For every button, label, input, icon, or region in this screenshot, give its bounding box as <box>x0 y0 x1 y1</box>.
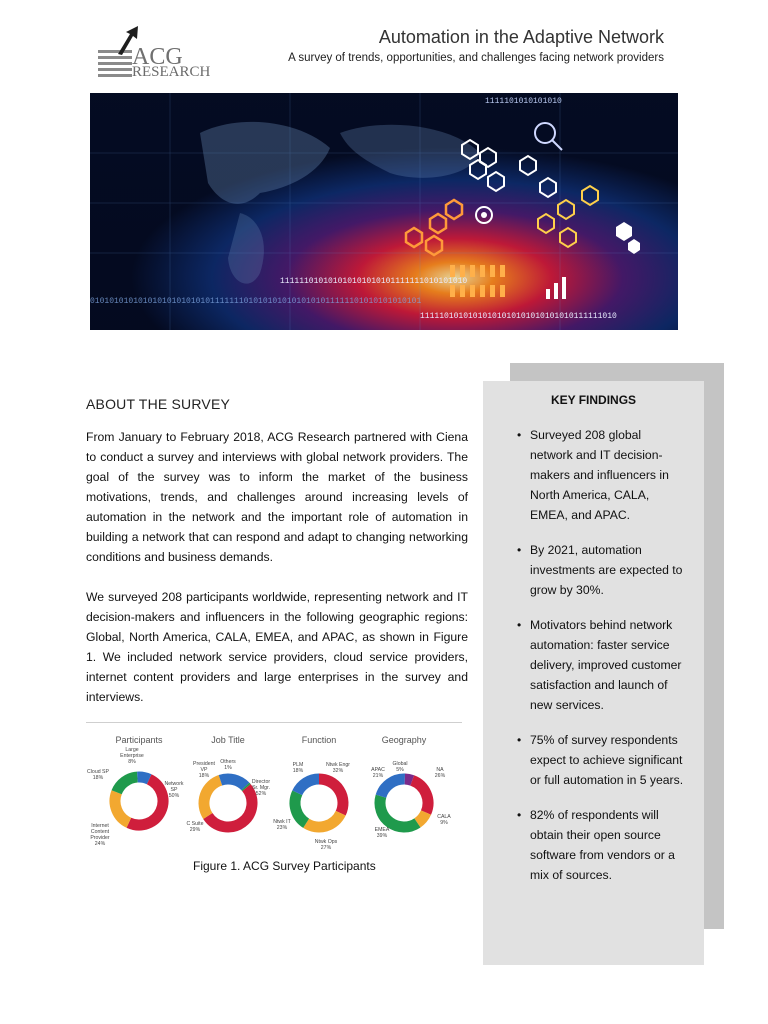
acg-research-logo <box>98 24 218 82</box>
donut-slice <box>204 780 220 816</box>
bullet-icon: • <box>517 733 522 747</box>
hero-binary-row: 010101010101010101010101011111110101010101010101011111101010101010101 <box>90 297 422 306</box>
slice-label: Network SP 50% <box>164 781 184 799</box>
chart-title: Job Title <box>211 735 245 745</box>
about-paragraph-2: We surveyed 208 participants worldwide, representing network and IT decision-makers and influencers in the following geographic regions: Global, North America, CALA, EMEA, and APAC, as shown in Figure 1. We included network service providers, cloud service providers, internet content providers and large enterprises in the survey and interviews. <box>86 590 468 704</box>
logo-word-acg: ACG <box>132 44 183 70</box>
donut-slice <box>295 793 306 823</box>
key-finding-item: • 75% of survey respondents expect to achieve significant or full automation in 5 years. <box>515 730 685 790</box>
logo-word-research: RESEARCH <box>132 64 211 80</box>
donut-slice <box>319 779 343 813</box>
slice-label: Ntwk IT 23% <box>273 819 291 831</box>
figure-survey-participants <box>86 722 462 853</box>
chart-title: Participants <box>115 735 163 745</box>
donut-slice <box>306 813 341 827</box>
slice-label: Global 5% <box>392 761 408 773</box>
chart-title: Function <box>301 735 337 745</box>
hero-network-illustration <box>90 93 678 330</box>
slice-label: EMEA 39% <box>374 827 390 839</box>
slice-label: Ntwk Ops 27% <box>314 839 338 851</box>
donut-slice <box>245 786 246 787</box>
donut-slice <box>137 777 149 779</box>
donut-slice <box>380 796 417 827</box>
donut-slice <box>297 779 319 793</box>
document-title: Automation in the Adaptive Network <box>378 27 664 47</box>
bullet-icon: • <box>517 428 522 442</box>
key-finding-item: • Motivators behind network automation: faster service delivery, improved customer satisfaction and launch of new services. <box>515 615 685 715</box>
slice-label: PLM 18% <box>292 762 304 774</box>
donut-slice <box>405 779 412 780</box>
donut-charts <box>86 723 462 853</box>
key-finding-item: • Surveyed 208 global network and IT decision-makers and influencers in North America, CALA, EMEA, and APAC. <box>515 425 685 525</box>
donut-slice <box>208 788 252 827</box>
slice-label: NA 26% <box>434 767 446 779</box>
bullet-icon: • <box>517 618 522 632</box>
slice-label: Large Enterprise 8% <box>120 747 144 765</box>
key-findings-title: KEY FINDINGS <box>550 393 637 407</box>
slice-label: Director Sr. Mgr. 52% <box>251 779 271 797</box>
donut-slice <box>115 792 129 823</box>
donut-slice <box>129 779 163 825</box>
hero-binary-row: 1111101010101010 <box>485 97 562 106</box>
bullet-icon: • <box>517 543 522 557</box>
about-paragraph-1: From January to February 2018, ACG Research partnered with Ciena to conduct a survey and interviews with global network providers. The goal of the survey was to inform the market of the business motivations, trends, and challenges around increasing levels of automation in the network and the important role of automation in building a network that can respond and adapt to changing networking conditions and business demands. <box>86 430 468 564</box>
donut-slice <box>412 780 428 812</box>
bullet-icon: • <box>517 808 522 822</box>
slice-label: APAC 21% <box>371 767 385 779</box>
slice-label: Cloud SP 18% <box>87 769 109 781</box>
slice-label: Ntwk Engr 32% <box>326 762 350 774</box>
hero-binary-row: 11111010101010101010101010101010111111010 <box>420 312 617 321</box>
key-finding-item: • By 2021, automation investments are expected to grow by 30%. <box>515 540 685 600</box>
donut-slice <box>117 777 138 792</box>
donut-slice <box>417 813 426 823</box>
document-subtitle: A survey of trends, opportunities, and challenges facing network providers <box>288 52 664 64</box>
slice-label: Internet Content Provider 24% <box>90 823 110 847</box>
slice-label: C Suite 29% <box>186 821 204 833</box>
slice-label: Others 1% <box>220 759 236 771</box>
about-heading: ABOUT THE SURVEY <box>86 396 231 412</box>
slice-label: CALA 9% <box>437 814 451 826</box>
donut-slice <box>220 779 245 786</box>
figure-caption: Figure 1. ACG Survey Participants <box>193 859 376 873</box>
chart-title: Geography <box>381 735 427 745</box>
hero-image <box>90 93 678 330</box>
key-finding-item: • 82% of respondents will obtain their open source software from vendors or a mix of sources. <box>515 805 685 885</box>
hero-binary-row: 111111010101010101010101111111010101010 <box>280 277 468 286</box>
donut-slice <box>381 779 405 796</box>
slice-label: President VP 18% <box>193 761 215 779</box>
key-findings-list <box>515 425 685 900</box>
